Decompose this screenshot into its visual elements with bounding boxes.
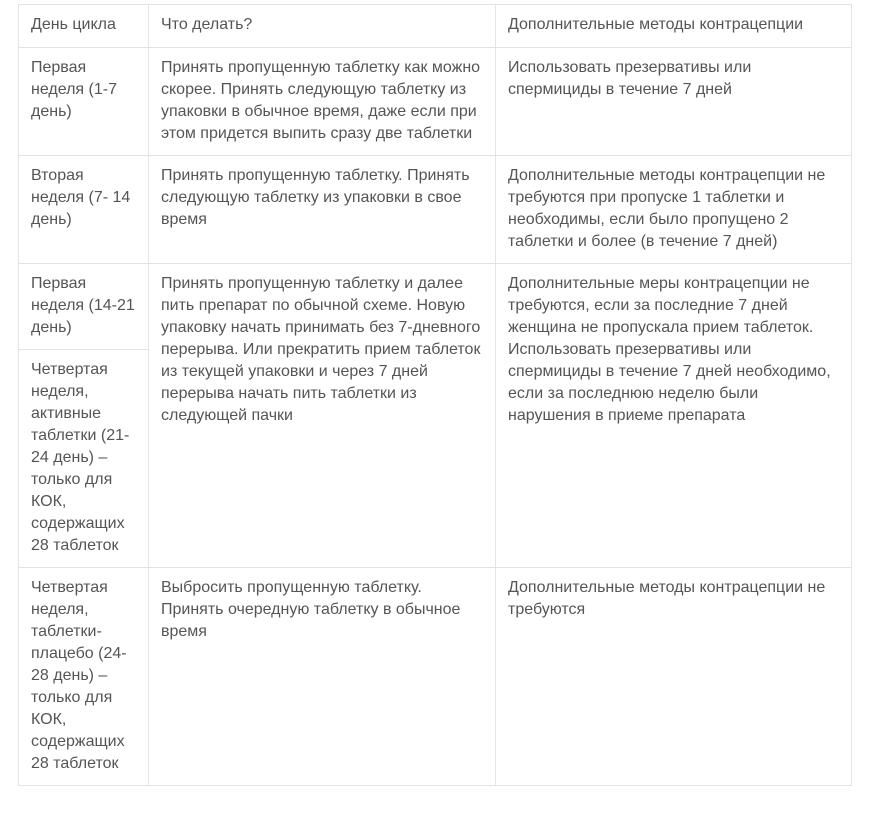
table-row xyxy=(19,568,852,786)
header-what-to-do: Что делать? xyxy=(149,5,496,48)
table-header-row xyxy=(19,5,852,48)
header-cycle-day: День цикла xyxy=(19,5,149,48)
cell-extra-methods: Использовать презервативы или спермициды в течение 7 дней xyxy=(496,48,852,156)
cell-action: Принять пропущенную таблетку. Принять следующую таблетку из упаковки в свое время xyxy=(149,156,496,264)
cell-extra-methods: Дополнительные методы контрацепции не требуются при пропуске 1 таблетки и необходимы, если было пропущено 2 таблетки и более (в течение 7 дней) xyxy=(496,156,852,264)
cell-cycle-day: Четвертая неделя, таблетки-плацебо (24-28 день) – только для КОК, содержащих 28 таблеток xyxy=(19,568,149,786)
missed-pill-table xyxy=(18,4,852,786)
cell-cycle-day: Первая неделя (14-21 день) xyxy=(19,264,149,350)
table-row xyxy=(19,264,852,350)
cell-extra-methods: Дополнительные методы контрацепции не требуются xyxy=(496,568,852,786)
cell-cycle-day: Четвертая неделя, активные таблетки (21-24 день) – только для КОК, содержащих 28 таблеток xyxy=(19,350,149,568)
cell-action: Выбросить пропущенную таблетку. Принять очередную таблетку в обычное время xyxy=(149,568,496,786)
cell-cycle-day: Первая неделя (1-7 день) xyxy=(19,48,149,156)
cell-extra-methods: Дополнительные меры контрацепции не требуются, если за последние 7 дней женщина не пропускала прием таблеток. Использовать презервативы или спермициды в течение 7 дней необходимо, если за последнюю неделю были нарушения в приеме препарата xyxy=(496,264,852,568)
header-extra-methods: Дополнительные методы контрацепции xyxy=(496,5,852,48)
table-row xyxy=(19,48,852,156)
cell-action: Принять пропущенную таблетку как можно скорее. Принять следующую таблетку из упаковки в обычное время, даже если при этом придется выпить сразу две таблетки xyxy=(149,48,496,156)
cell-action: Принять пропущенную таблетку и далее пить препарат по обычной схеме. Новую упаковку начать принимать без 7-дневного перерыва. Или прекратить прием таблеток из текущей упаковки и через 7 дней перерыва начать пить таблетки из следующей пачки xyxy=(149,264,496,568)
cell-cycle-day: Вторая неделя (7- 14 день) xyxy=(19,156,149,264)
table-row xyxy=(19,156,852,264)
